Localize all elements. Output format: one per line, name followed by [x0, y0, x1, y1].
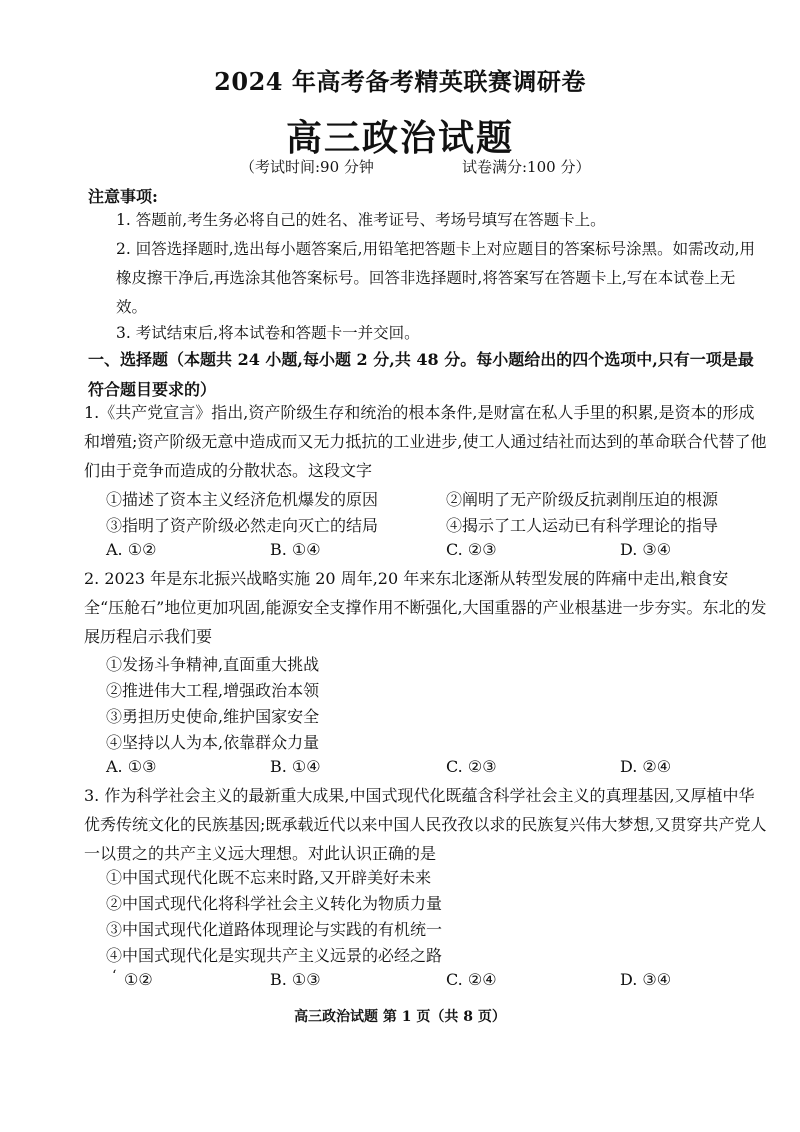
question-1-option-3: ③指明了资产阶级必然走向灭亡的结局: [106, 516, 379, 535]
question-1-stem: 1.《共产党宣言》指出,资产阶级生存和统治的根本条件,是财富在私人手里的积累,是资本的形成和增殖;资产阶级无意中造成而又无力抵抗的工业进步,使工人通过结社而达到的革命联合代替了他们由于竞争而造成的分散状态。这段文字: [84, 403, 767, 480]
page-footer: 高三政治试题 第 1 页（共 8 页）: [294, 1009, 506, 1025]
question-2-option-2: ②推进伟大工程,增强政治本领: [106, 681, 320, 700]
question-1-answer-b: B. ①④: [270, 540, 321, 559]
question-1-option-4: ④揭示了工人运动已有科学理论的指导: [446, 516, 719, 535]
question-3-option-2: ②中国式现代化将科学社会主义转化为物质力量: [106, 894, 443, 913]
question-1-answer-c: C. ②③: [446, 540, 497, 559]
exam-subject-title: 高三政治试题: [285, 117, 514, 159]
question-2-option-1: ①发扬斗争精神,直面重大挑战: [106, 655, 320, 674]
question-3-option-4: ④中国式现代化是实现共产主义远景的必经之路: [106, 946, 443, 965]
note-item-2: 2. 回答选择题时,选出每小题答案后,用铅笔把答题卡上对应题目的答案标号涂黑。如需改动,用橡皮擦干净后,再选涂其他答案标号。回答非选择题时,将答案写在答题卡上,写在本试卷上无效。: [116, 240, 755, 316]
question-3-answer-b: B. ①③: [270, 970, 321, 989]
exam-score: 试卷满分:100 分）: [462, 158, 591, 176]
question-3-stem: 3. 作为科学社会主义的最新重大成果,中国式现代化既蕴含科学社会主义的真理基因,又厚植中华优秀传统文化的民族基因;既承载近代以来中国人民孜孜以求的民族复兴伟大梦想,又贯穿共产党人一以贯之的共产主义远大理想。对此认识正确的是: [84, 786, 767, 863]
question-1-answer-d: D. ③④: [620, 540, 672, 559]
question-2-answer-d: D. ②④: [620, 757, 672, 776]
question-2-answer-a: A. ①③: [106, 757, 157, 776]
question-3-option-3: ③中国式现代化道路体现理论与实践的有机统一: [106, 920, 443, 939]
question-3-answer-d: D. ③④: [620, 970, 672, 989]
question-3-option-1: ①中国式现代化既不忘来时路,又开辟美好未来: [106, 868, 432, 887]
question-1-option-2: ②阐明了无产阶级反抗剥削压迫的根源: [446, 490, 719, 509]
exam-time: （考试时间:90 分钟: [240, 158, 374, 176]
question-3-answer-c: C. ②④: [446, 970, 497, 989]
note-item-1: 1. 答题前,考生务必将自己的姓名、准考证号、考场号填写在答题卡上。: [116, 211, 606, 229]
question-2-answer-b: B. ①④: [270, 757, 321, 776]
section-heading: 一、选择题（本题共 24 小题,每小题 2 分,共 48 分。每小题给出的四个选项中,只有一项是最符合题目要求的）: [88, 350, 754, 399]
question-1-answer-a: A. ①②: [106, 540, 157, 559]
question-2-option-3: ③勇担历史使命,维护国家安全: [106, 707, 320, 726]
note-item-3: 3. 考试结束后,将本试卷和答题卡一并交回。: [116, 324, 420, 342]
question-2-stem: 2. 2023 年是东北振兴战略实施 20 周年,20 年来东北逐渐从转型发展的阵痛中走出,粮食安全“压舱石”地位更加巩固,能源安全支撑作用不断强化,大国重器的产业根基进一步夯实。东北的发展历程启示我们要: [84, 569, 767, 646]
exam-title: 2024 年高考备考精英联赛调研卷: [214, 67, 586, 96]
question-3-answer-a: ①②: [124, 970, 153, 989]
question-2-answer-c: C. ②③: [446, 757, 497, 776]
notes-title: 注意事项:: [88, 187, 158, 206]
question-2-option-4: ④坚持以人为本,依靠群众力量: [106, 733, 320, 752]
question-1-option-1: ①描述了资本主义经济危机爆发的原因: [106, 490, 379, 509]
scan-mark: ‘: [112, 968, 117, 984]
